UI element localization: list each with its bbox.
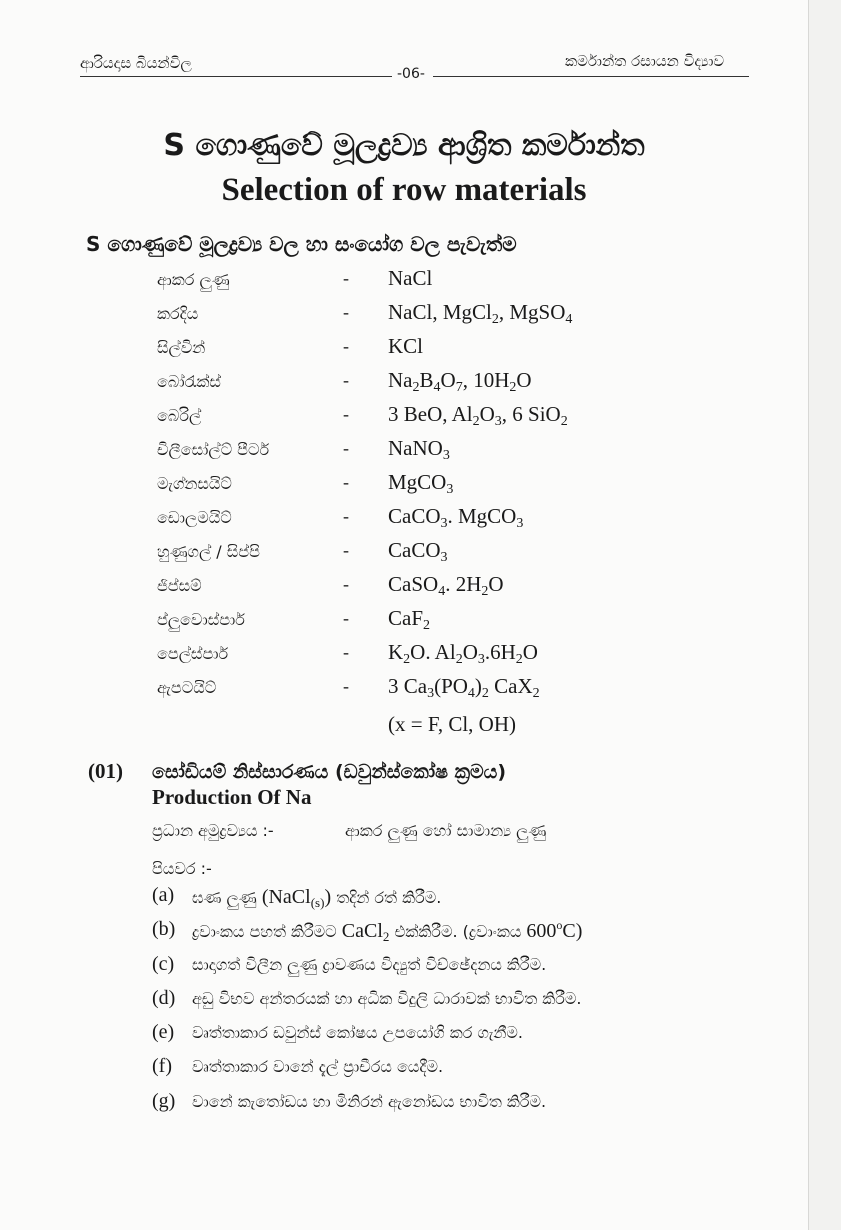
step-text: සාදාගත් විලීන ලුණු ද්‍රාවණය විද්‍යුත් විච්ඡේදනය කිරීම. [192, 954, 547, 974]
step-text: වෘත්තාකාර ඩවුන්ස් කෝෂය උපයෝගි කර ගැනීම. [192, 1023, 523, 1043]
mineral-name: ඇපටයිට් [157, 678, 217, 697]
step-text: ඝණ ලුණු (NaCl$_{(s)}$) තදින් රත් කිරීම. [192, 886, 442, 910]
step-letter: (c) [152, 952, 175, 975]
header-author: ආරියදාස බියන්විල [80, 54, 192, 72]
mineral-dash: - [343, 642, 349, 662]
mineral-row [0, 570, 808, 604]
step-text: වෘත්තාකාර වානේ දැල් ප්‍රාචීරය යෙදීම. [192, 1057, 444, 1077]
mineral-name: චිලීසෝල්ට් පීටර් [157, 440, 270, 459]
mineral-dash: - [343, 404, 349, 424]
step-letter: (b) [152, 918, 176, 941]
mineral-dash: - [343, 268, 349, 288]
mineral-name: පෙල්ස්පාර් [157, 644, 229, 663]
mineral-row [0, 366, 808, 400]
mineral-dash: - [343, 574, 349, 594]
mineral-dash: - [343, 302, 349, 322]
step-letter: (f) [152, 1055, 172, 1078]
mineral-row [0, 604, 808, 638]
mineral-formula: NaCl, MgCl$_2$, MgSO$_4$ [388, 300, 573, 327]
mineral-row [0, 672, 808, 706]
raw-material-label: ප්‍රධාන අමුද්‍රව්‍යය :- [152, 821, 274, 840]
mineral-formula: $Na_2B_4O_7$, $10H_2O$ [388, 368, 532, 395]
mineral-name: සිල්වින් [157, 338, 206, 357]
mineral-formula: CaCO$_3$ [388, 538, 448, 565]
mineral-formula: KCl [388, 334, 424, 358]
mineral-list [0, 264, 808, 706]
step-item [152, 1053, 792, 1087]
step-item [152, 882, 792, 916]
step-letter: (e) [152, 1021, 175, 1044]
page-number: -06- [397, 66, 425, 82]
mineral-row [0, 468, 808, 502]
header-rule-left [80, 76, 392, 77]
mineral-name: බෙරිල් [157, 406, 202, 425]
section-title: සෝඩියම් නිස්සාරණය (ඩවුන්ස්කෝෂ ක්‍රමය) [152, 761, 506, 783]
step-letter: (d) [152, 986, 176, 1009]
mineral-row [0, 298, 808, 332]
mineral-row [0, 434, 808, 468]
mineral-dash: - [343, 540, 349, 560]
mineral-row [0, 264, 808, 298]
mineral-row [0, 536, 808, 570]
step-letter: (g) [152, 1089, 176, 1112]
mineral-row [0, 638, 808, 672]
section-subtitle: Production Of Na [152, 785, 312, 809]
step-text: ද්‍රවාංකය පහත් කිරීමට CaCl$_2$ එක්කිරීම. (ද්‍රවාංකය 600$^o$C) [192, 918, 583, 945]
mineral-name: ඩොලමයිට් [157, 508, 232, 527]
page-title-english: Selection of row materials [221, 172, 587, 208]
mineral-row [0, 332, 808, 366]
mineral-dash: - [343, 370, 349, 390]
step-item [152, 1088, 792, 1122]
mineral-formula: MgCO$_3$ [388, 470, 454, 497]
mineral-formula: NaCl [388, 266, 433, 290]
mineral-formula: 3 BeO, $Al_2O_3$, 6 SiO$_2$ [388, 402, 568, 429]
step-item [152, 1019, 792, 1053]
step-letter: (a) [152, 884, 175, 906]
mineral-formula: $K_2O$. $Al_2O_3.6H_2O$ [388, 640, 538, 667]
mineral-name: කරදිය [157, 304, 199, 323]
step-item [152, 951, 792, 985]
step-text: වානේ කැතෝඩය හා මිනිරන් ඇනෝඩය භාවිත කිරීම. [192, 1091, 547, 1111]
mineral-name: ප්ලුවොස්පාර් [157, 610, 245, 629]
steps-list [152, 882, 792, 1122]
mineral-formula: NaNO$_3$ [388, 436, 450, 463]
apatite-note: (x = F, Cl, OH) [388, 712, 516, 736]
step-item [152, 916, 792, 950]
mineral-row [0, 502, 808, 536]
section-number: (01) [88, 759, 123, 783]
mineral-dash: - [343, 608, 349, 628]
mineral-formula: CaF$_2$ [388, 606, 431, 633]
mineral-name: බෝරැක්ස් [157, 372, 221, 391]
page-title-sinhala: S ගොණුවේ මූලද්‍රව්‍ය ආශ්‍රිත කර්මාන්ත [163, 128, 645, 163]
mineral-formula: CaCO$_3$. MgCO$_3$ [388, 504, 524, 531]
mineral-name: ආකර ලුණු [157, 270, 230, 289]
mineral-row [0, 400, 808, 434]
mineral-dash: - [343, 506, 349, 526]
mineral-formula: CaSO$_4$. $2H_2O$ [388, 572, 504, 599]
mineral-dash: - [343, 472, 349, 492]
mineral-dash: - [343, 336, 349, 356]
header-rule-right [433, 76, 749, 77]
mineral-dash: - [343, 676, 349, 696]
mineral-name: හුණුගල් / සිප්පි [157, 542, 260, 561]
header-subject: කර්මාන්ත රසායන විද්‍යාව [565, 52, 725, 70]
section-subheading: S ගොණුවේ මූලද්‍රව්‍ය වල හා සංයෝග වල පැවැත්ම [86, 232, 517, 256]
raw-material-value: ආකර ලුණු හෝ සාමාන්‍ය ලුණු [345, 821, 547, 840]
step-item [152, 985, 792, 1019]
steps-label: පියවර :- [152, 859, 212, 878]
mineral-name: ජිප්සම් [157, 576, 202, 595]
mineral-formula: 3 $Ca_3(PO_4)_2$ CaX$_2$ [388, 674, 540, 701]
step-text: අඩු විභව අන්තරයක් හා අධික විදුලි ධාරාවක් භාවිත කිරීම. [192, 988, 582, 1008]
mineral-dash: - [343, 438, 349, 458]
mineral-name: මැග්නසයිට් [157, 474, 232, 493]
